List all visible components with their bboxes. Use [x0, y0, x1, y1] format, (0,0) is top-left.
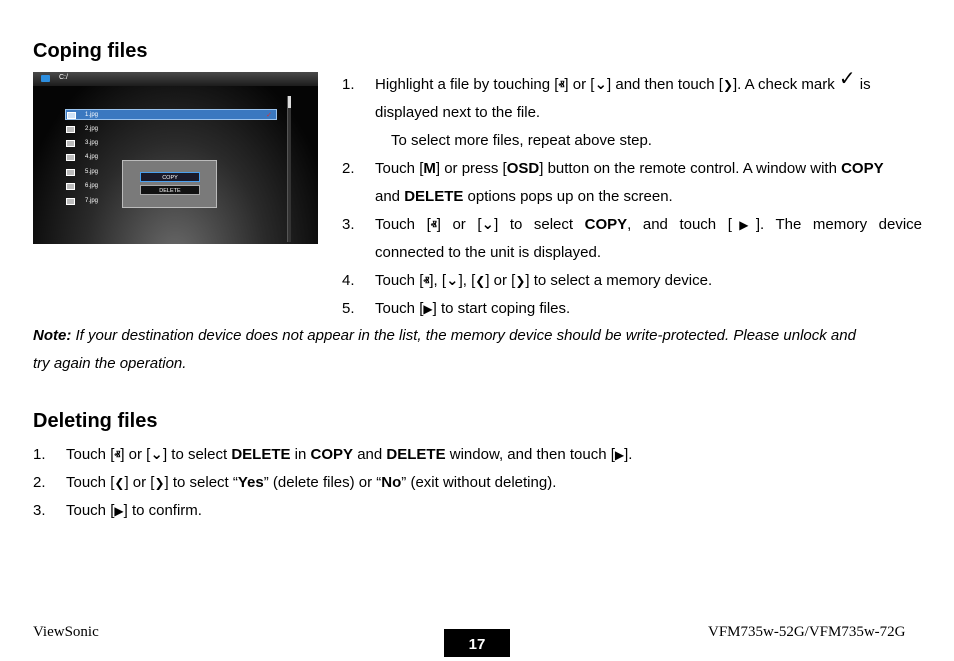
play-icon: ▶ — [731, 218, 756, 232]
text: COPY — [584, 216, 628, 233]
image-file-icon — [66, 154, 75, 161]
text: ” (delete files) or “ — [263, 474, 382, 491]
image-file-icon — [66, 140, 75, 147]
up-icon: ⱏ — [558, 78, 565, 92]
step-number: 3. — [342, 216, 355, 233]
text: ] or press [ — [435, 160, 507, 177]
copy-step-5 — [342, 295, 922, 323]
text: ] button on the remote control. A window with — [539, 160, 842, 177]
down-icon: ⌄ — [150, 446, 163, 463]
text: ] to select — [162, 446, 232, 463]
copy-steps — [342, 68, 922, 323]
image-file-icon — [66, 169, 75, 176]
play-icon: ▶ — [614, 448, 625, 462]
note-text: try again the operation. — [33, 355, 187, 372]
up-icon: ⱏ — [430, 218, 437, 232]
up-icon: ⱏ — [114, 448, 121, 462]
file-name: 7.jpg — [85, 198, 99, 204]
copy-step-3 — [342, 211, 922, 239]
down-icon: ⌄ — [481, 216, 495, 233]
right-icon: ❯ — [722, 78, 733, 92]
text: connected to the unit is displayed. — [375, 244, 601, 261]
text: DELETE — [386, 446, 446, 463]
text: COPY — [310, 446, 354, 463]
image-file-icon — [66, 198, 75, 205]
text: in — [290, 446, 311, 463]
screen-title-bar — [33, 72, 318, 86]
text: Touch [ — [66, 474, 115, 491]
text: Touch [ — [66, 502, 115, 519]
text: , and touch [ — [627, 216, 732, 233]
text: and — [375, 188, 405, 205]
text: ], [ — [458, 272, 476, 289]
text: ] or [ — [120, 446, 151, 463]
text: ] to start coping files. — [432, 300, 571, 317]
screen-scrollbar — [287, 96, 291, 242]
step-number: 2. — [33, 474, 46, 491]
step-number: 1. — [342, 76, 355, 93]
left-icon: ❮ — [475, 274, 486, 288]
text: is — [855, 76, 871, 93]
text: displayed next to the file. — [375, 104, 541, 121]
down-icon: ⌄ — [446, 272, 459, 289]
copy-step-4 — [342, 267, 922, 295]
text: options pops up on the screen. — [463, 188, 673, 205]
step-number: 3. — [33, 502, 46, 519]
right-icon: ❯ — [154, 476, 165, 490]
text: ] to select a memory device. — [525, 272, 713, 289]
popup-copy-option: COPY — [140, 172, 200, 182]
text: ] to confirm. — [123, 502, 202, 519]
text: ] to select — [494, 216, 585, 233]
delete-step-2 — [33, 469, 923, 497]
step-number: 2. — [342, 160, 355, 177]
section-heading-delete: Deleting files — [33, 410, 158, 432]
play-icon: ▶ — [114, 504, 124, 518]
text: To select more files, repeat above step. — [391, 132, 652, 149]
text: DELETE — [231, 446, 291, 463]
text: Yes — [237, 474, 264, 491]
text: ] or [ — [124, 474, 155, 491]
step-number: 4. — [342, 272, 355, 289]
right-icon: ❯ — [515, 274, 526, 288]
note-label: Note: — [33, 327, 72, 344]
delete-step-1 — [33, 441, 923, 469]
file-name: 4.jpg — [85, 154, 99, 160]
text: and — [353, 446, 387, 463]
note — [33, 322, 923, 378]
text: Touch [ — [375, 272, 424, 289]
copy-delete-popup — [122, 160, 217, 208]
text: ], [ — [429, 272, 447, 289]
check-icon: ✓ — [266, 112, 272, 119]
text: Touch [ — [375, 300, 424, 317]
text: Highlight a file by touching [ — [375, 76, 559, 93]
text: M — [423, 160, 436, 177]
file-name: 1.jpg — [85, 112, 99, 118]
text: ] and then touch [ — [607, 76, 723, 93]
up-icon: ⱏ — [423, 274, 430, 288]
down-icon: ⌄ — [594, 76, 608, 93]
text: DELETE — [404, 188, 464, 205]
play-icon: ▶ — [423, 302, 433, 316]
step-number: 1. — [33, 446, 46, 463]
folder-icon — [41, 75, 50, 82]
text: ] or [ — [564, 76, 595, 93]
page-number: 17 — [444, 629, 510, 657]
step-number: 5. — [342, 300, 355, 317]
text: ] or [ — [485, 272, 516, 289]
image-file-icon — [66, 183, 75, 190]
device-screenshot — [33, 72, 318, 244]
text: Touch [ — [66, 446, 115, 463]
text: OSD — [506, 160, 540, 177]
note-text: If your destination device does not appear in the list, the memory device should be write-protected. Please unlock and — [71, 327, 856, 344]
text: COPY — [841, 160, 884, 177]
text: ]. The memory device — [755, 216, 922, 233]
copy-step-1 — [342, 68, 922, 155]
footer-brand: ViewSonic — [33, 624, 99, 640]
text: ] to select “ — [164, 474, 238, 491]
file-name: 5.jpg — [85, 169, 99, 175]
section-heading-copy: Coping files — [33, 40, 148, 62]
delete-step-3 — [33, 497, 923, 525]
text: ] or [ — [436, 216, 482, 233]
file-row — [65, 109, 277, 120]
image-file-icon — [67, 112, 76, 119]
screen-path: C:/ — [59, 74, 68, 81]
text: No — [381, 474, 402, 491]
copy-step-2 — [342, 155, 922, 211]
file-name: 2.jpg — [85, 126, 99, 132]
file-name: 3.jpg — [85, 140, 99, 146]
text: ” (exit without deleting). — [401, 474, 557, 491]
image-file-icon — [66, 126, 75, 133]
text: Touch [ — [375, 216, 431, 233]
scrollbar-thumb — [288, 96, 291, 108]
text: ]. A check mark — [733, 76, 839, 93]
text: Touch [ — [375, 160, 424, 177]
left-icon: ❮ — [114, 476, 125, 490]
footer-model: VFM735w-52G/VFM735w-72G — [708, 624, 906, 640]
text: window, and then touch [ — [445, 446, 615, 463]
text: ]. — [624, 446, 633, 463]
popup-delete-option: DELETE — [140, 185, 200, 195]
check-icon: ✓ — [838, 68, 856, 90]
file-name: 6.jpg — [85, 183, 99, 189]
delete-steps — [33, 441, 923, 525]
